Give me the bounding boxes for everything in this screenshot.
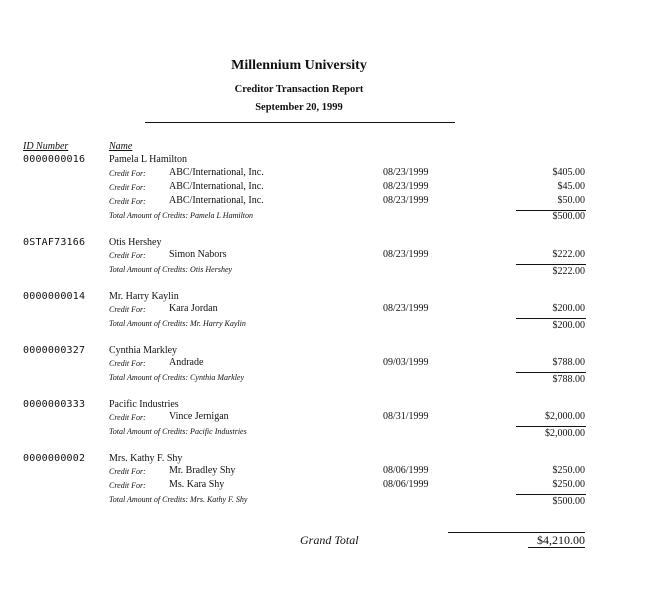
subtotal-rule <box>516 426 586 427</box>
credit-date: 08/06/1999 <box>383 465 429 476</box>
credit-amount: $250.00 <box>552 465 585 476</box>
creditor-id: 0000000327 <box>23 345 86 356</box>
creditor-name: Mr. Harry Kaylin <box>109 291 179 302</box>
creditor-name: Mrs. Kathy F. Shy <box>109 453 183 464</box>
credit-for-label: Credit For: <box>109 197 146 206</box>
creditor-name: Pacific Industries <box>109 399 179 410</box>
credit-for-label: Credit For: <box>109 305 146 314</box>
grand-total-underline <box>528 547 585 548</box>
credit-amount: $50.00 <box>557 195 585 206</box>
credit-amount: $200.00 <box>552 303 585 314</box>
column-header-id: ID Number <box>23 141 69 152</box>
credit-for-name: ABC/International, Inc. <box>169 195 264 206</box>
credit-for-name: Ms. Kara Shy <box>169 479 225 490</box>
credit-for-name: ABC/International, Inc. <box>169 167 264 178</box>
creditor-name: Pamela L Hamilton <box>109 154 187 165</box>
subtotal-rule <box>516 372 586 373</box>
credit-for-name: Kara Jordan <box>169 303 218 314</box>
credit-for-name: Simon Nabors <box>169 249 227 260</box>
creditor-name: Cynthia Markley <box>109 345 178 356</box>
creditor-name: Otis Hershey <box>109 237 162 248</box>
subtotal-rule <box>516 318 586 319</box>
credit-for-label: Credit For: <box>109 467 146 476</box>
credit-for-label: Credit For: <box>109 251 146 260</box>
total-credits-label: Total Amount of Credits: Otis Hershey <box>109 265 233 274</box>
creditor-id: 0000000014 <box>23 291 86 302</box>
credit-date: 09/03/1999 <box>383 357 429 368</box>
subtotal-rule <box>516 264 586 265</box>
total-credits-amount: $500.00 <box>552 211 585 222</box>
column-header-name: Name <box>109 141 133 152</box>
credit-amount: $2,000.00 <box>545 411 585 422</box>
creditor-id: 0000000002 <box>23 453 86 464</box>
total-credits-amount: $2,000.00 <box>545 428 585 439</box>
subtotal-rule <box>516 494 586 495</box>
total-credits-label: Total Amount of Credits: Pacific Industries <box>109 427 247 436</box>
credit-for-label: Credit For: <box>109 359 146 368</box>
credit-amount: $222.00 <box>552 249 585 260</box>
credit-amount: $250.00 <box>552 479 585 490</box>
credit-amount: $45.00 <box>557 181 585 192</box>
credit-for-name: ABC/International, Inc. <box>169 181 264 192</box>
credit-date: 08/06/1999 <box>383 479 429 490</box>
credit-for-name: Mr. Bradley Shy <box>169 465 236 476</box>
creditor-id: 0000000333 <box>23 399 86 410</box>
creditor-id: 0000000016 <box>23 154 86 165</box>
credit-amount: $405.00 <box>552 167 585 178</box>
credit-date: 08/23/1999 <box>383 181 429 192</box>
credit-amount: $788.00 <box>552 357 585 368</box>
credit-for-label: Credit For: <box>109 169 146 178</box>
creditor-id: 0STAF73166 <box>23 237 86 248</box>
total-credits-amount: $200.00 <box>552 320 585 331</box>
credit-date: 08/23/1999 <box>383 195 429 206</box>
grand-total-amount: $4,210.00 <box>537 533 585 547</box>
credit-date: 08/23/1999 <box>383 167 429 178</box>
credit-for-label: Credit For: <box>109 481 146 490</box>
report-title: Creditor Transaction Report <box>234 84 364 95</box>
total-credits-label: Total Amount of Credits: Mrs. Kathy F. Shy <box>109 495 248 504</box>
total-credits-label: Total Amount of Credits: Cynthia Markley <box>109 373 245 382</box>
report-date: September 20, 1999 <box>255 102 343 113</box>
credit-date: 08/23/1999 <box>383 249 429 260</box>
credit-for-name: Vince Jernigan <box>169 411 229 422</box>
report-institution: Millennium University <box>231 58 367 73</box>
credit-for-label: Credit For: <box>109 413 146 422</box>
credit-for-name: Andrade <box>169 357 204 368</box>
total-credits-amount: $788.00 <box>552 374 585 385</box>
credit-for-label: Credit For: <box>109 183 146 192</box>
total-credits-label: Total Amount of Credits: Pamela L Hamilton <box>109 211 254 220</box>
credit-date: 08/31/1999 <box>383 411 429 422</box>
grand-total-label: Grand Total <box>300 533 359 547</box>
total-credits-amount: $222.00 <box>552 266 585 277</box>
total-credits-label: Total Amount of Credits: Mr. Harry Kaylin <box>109 319 246 328</box>
header-divider <box>145 122 455 123</box>
total-credits-amount: $500.00 <box>552 496 585 507</box>
credit-date: 08/23/1999 <box>383 303 429 314</box>
